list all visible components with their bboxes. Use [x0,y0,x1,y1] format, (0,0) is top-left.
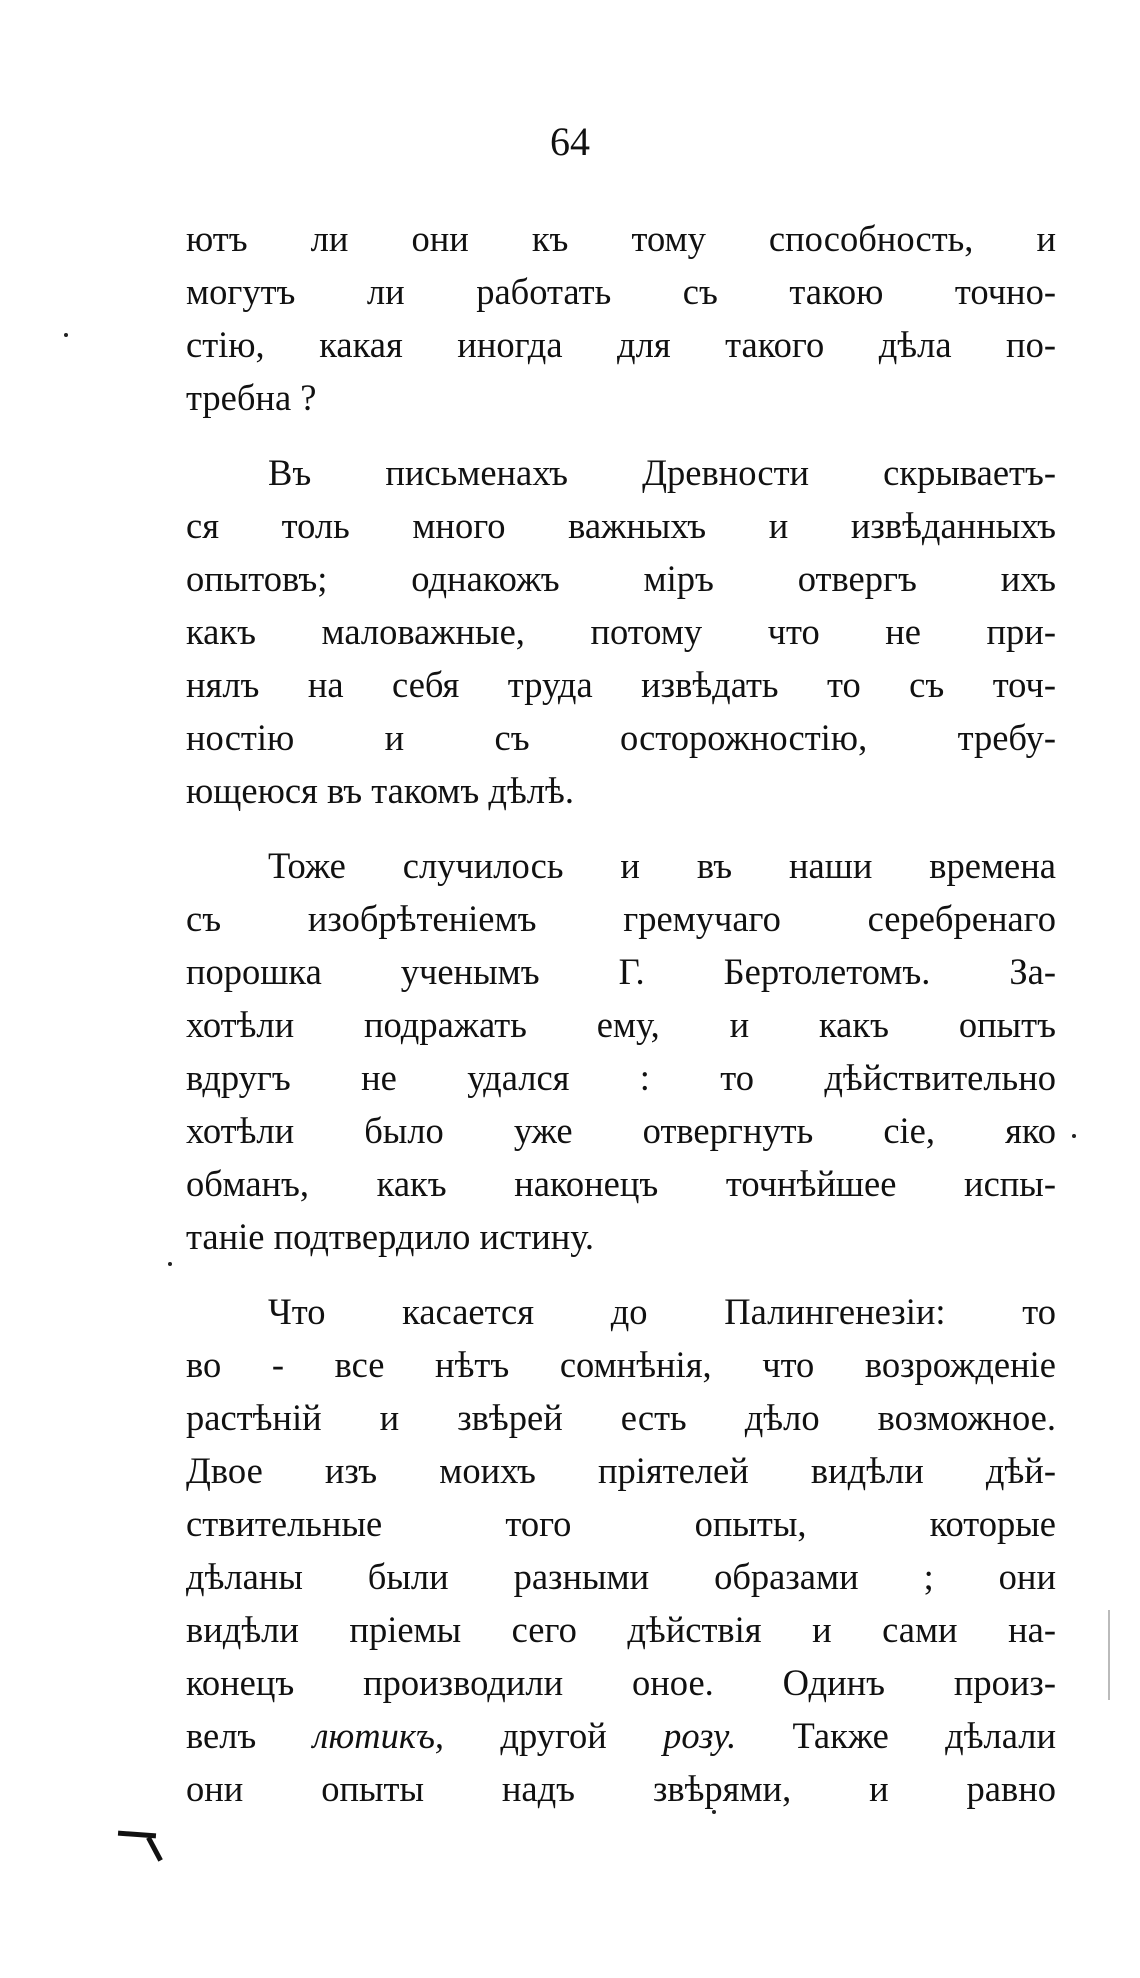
body-text [186,212,1056,1815]
text-line: хотѣли подражать ему, и какъ опытъ [186,1004,1056,1045]
text-segment: велъ [186,1715,313,1756]
italic-word-rozu: розу. [663,1715,737,1756]
text-line: ютъ ли они къ тому способность, и [186,218,1056,259]
text-line: вдругъ не удался : то дѣйствительно [186,1057,1056,1098]
text-line: дѣланы были разными образами ; они [186,1556,1056,1597]
text-line: конецъ производили оное. Одинъ произ- [186,1662,1056,1703]
text-line: обманъ, какъ наконецъ точнѣйшее испы- [186,1163,1056,1204]
text-line: какъ маловажные, потому что не при- [186,611,1056,652]
text-segment: другой [444,1715,664,1756]
text-line: порошка ученымъ Г. Бертолетомъ. За- [186,951,1056,992]
text-line: съ изобрѣтеніемъ гремучаго серебренаго [186,898,1056,939]
italic-word-lyutik: лютикъ, [312,1715,445,1756]
text-line: таніе подтвердило истину. [186,1216,595,1257]
text-line: растѣній и звѣрей есть дѣло возможное. [186,1397,1056,1438]
text-segment: Также дѣлали [736,1715,1056,1756]
text-line: Двое изъ моихъ пріятелей видѣли дѣй- [186,1450,1056,1491]
text-line: ствительные того опыты, которые [186,1503,1056,1544]
paragraph-gap [186,424,1056,446]
scan-artifact-mark [146,1836,163,1861]
paragraph-gap [186,817,1056,839]
text-line: видѣли пріемы сего дѣйствія и сами на- [186,1609,1056,1650]
text-line: ностію и съ осторожностію, требу- [186,717,1056,758]
scan-artifact-dot [168,1262,172,1266]
text-line: Что касается до Палингенезіи: то [268,1291,1056,1332]
text-line: опытовъ; однакожъ міръ отвергъ ихъ [186,558,1056,599]
text-line: хотѣли было уже отвергнуть сіе, яко [186,1110,1056,1151]
scan-artifact-line [1108,1610,1110,1700]
text-line: во - все нѣтъ сомнѣнія, что возрожденіе [186,1344,1056,1385]
text-line: ся толь много важныхъ и извѣданныхъ [186,505,1056,546]
text-line: Въ письменахъ Древности скрываетъ- [268,452,1056,493]
text-line: Тоже случилось и въ наши времена [268,845,1056,886]
page-number: 64 [550,119,590,164]
text-line: могутъ ли работать съ такою точно- [186,271,1056,312]
text-line: стію, какая иногда для такого дѣла по- [186,324,1056,365]
paragraph-gap [186,1263,1056,1285]
scan-artifact-dot [712,1810,716,1814]
text-line-mixed [186,1709,1056,1762]
text-line: нялъ на себя труда извѣдать то съ точ- [186,664,1056,705]
text-line: ющеюся въ такомъ дѣлѣ. [186,770,574,811]
text-line: они опыты надъ звѣрями, и равно [186,1768,1056,1809]
scan-artifact-dot [1072,1134,1076,1138]
text-line: требна ? [186,377,317,418]
scan-artifact-dot [64,333,68,337]
